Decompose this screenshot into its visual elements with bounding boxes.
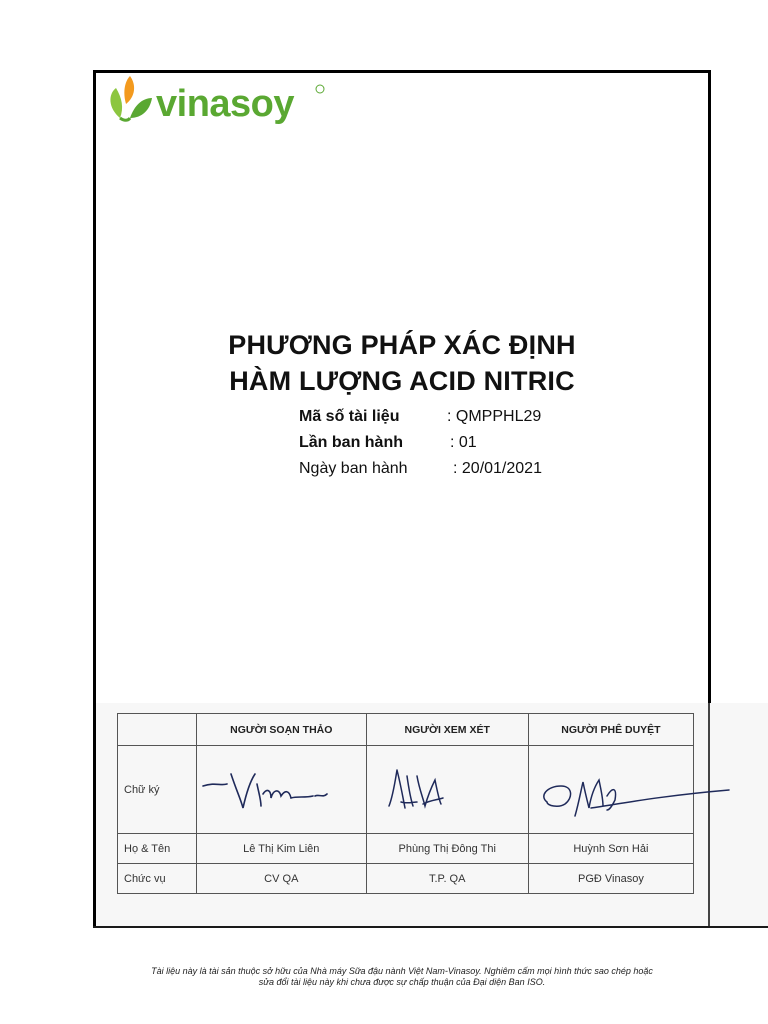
header-reviewer: NGƯỜI XEM XÉT xyxy=(366,714,528,746)
logo-leaf-center xyxy=(124,76,134,104)
logo-stem xyxy=(120,118,130,120)
meta-value: : QMPPHL29 xyxy=(447,408,542,425)
position-label: Chức vụ xyxy=(118,864,197,894)
drafter-position: CV QA xyxy=(197,864,367,894)
copyright-notice xyxy=(100,966,704,988)
signature-label: Chữ ký xyxy=(118,746,197,834)
copyright-line1: Tài liệu này là tài sản thuộc sở hữu của Nhà máy Sữa đậu nành Việt Nam-Vinasoy. Nghiêm cấm mọi hình thức sao chép hoặc xyxy=(151,966,653,976)
signature-row xyxy=(118,746,694,834)
meta-value: : 01 xyxy=(450,434,477,451)
logo-leaf-right xyxy=(130,98,152,118)
copyright-line2: sửa đổi tài liệu này khi chưa được sự chấp thuận của Đại diện Ban ISO. xyxy=(258,977,546,987)
vinasoy-logo xyxy=(106,74,326,130)
registered-mark xyxy=(316,85,324,93)
approval-header-row xyxy=(118,714,694,746)
meta-label: Ngày ban hành xyxy=(299,460,408,477)
reviewer-signature-image xyxy=(367,746,537,834)
position-row xyxy=(118,864,694,894)
name-row xyxy=(118,834,694,864)
meta-value: : 20/01/2021 xyxy=(453,460,542,477)
name-label: Họ & Tên xyxy=(118,834,197,864)
meta-label: Mã số tài liệu xyxy=(299,408,400,425)
document-title-line1: PHƯƠNG PHÁP XÁC ĐỊNH xyxy=(228,330,576,360)
drafter-name: Lê Thị Kim Liên xyxy=(197,834,367,864)
scan-edge-right xyxy=(708,703,710,928)
approval-table xyxy=(117,713,694,894)
meta-label: Lần ban hành xyxy=(299,434,403,451)
logo-wordmark: vinasoy xyxy=(156,83,295,125)
approver-name: Huỳnh Sơn Hải xyxy=(528,834,693,864)
header-approver: NGƯỜI PHÊ DUYỆT xyxy=(528,714,693,746)
drafter-signature xyxy=(197,746,367,834)
reviewer-name: Phùng Thị Đông Thi xyxy=(366,834,528,864)
scan-edge-left xyxy=(93,703,96,928)
reviewer-signature xyxy=(366,746,528,834)
scan-edge-bottom xyxy=(93,926,768,928)
drafter-signature-image xyxy=(197,746,352,834)
approver-position: PGĐ Vinasoy xyxy=(528,864,693,894)
approver-signature xyxy=(528,746,693,834)
logo-leaf-left xyxy=(110,88,122,118)
header-drafter: NGƯỜI SOẠN THẢO xyxy=(197,714,367,746)
approver-signature-image xyxy=(529,746,703,834)
reviewer-position: T.P. QA xyxy=(366,864,528,894)
header-empty xyxy=(118,714,197,746)
document-title-line2: HÀM LƯỢNG ACID NITRIC xyxy=(229,366,575,396)
